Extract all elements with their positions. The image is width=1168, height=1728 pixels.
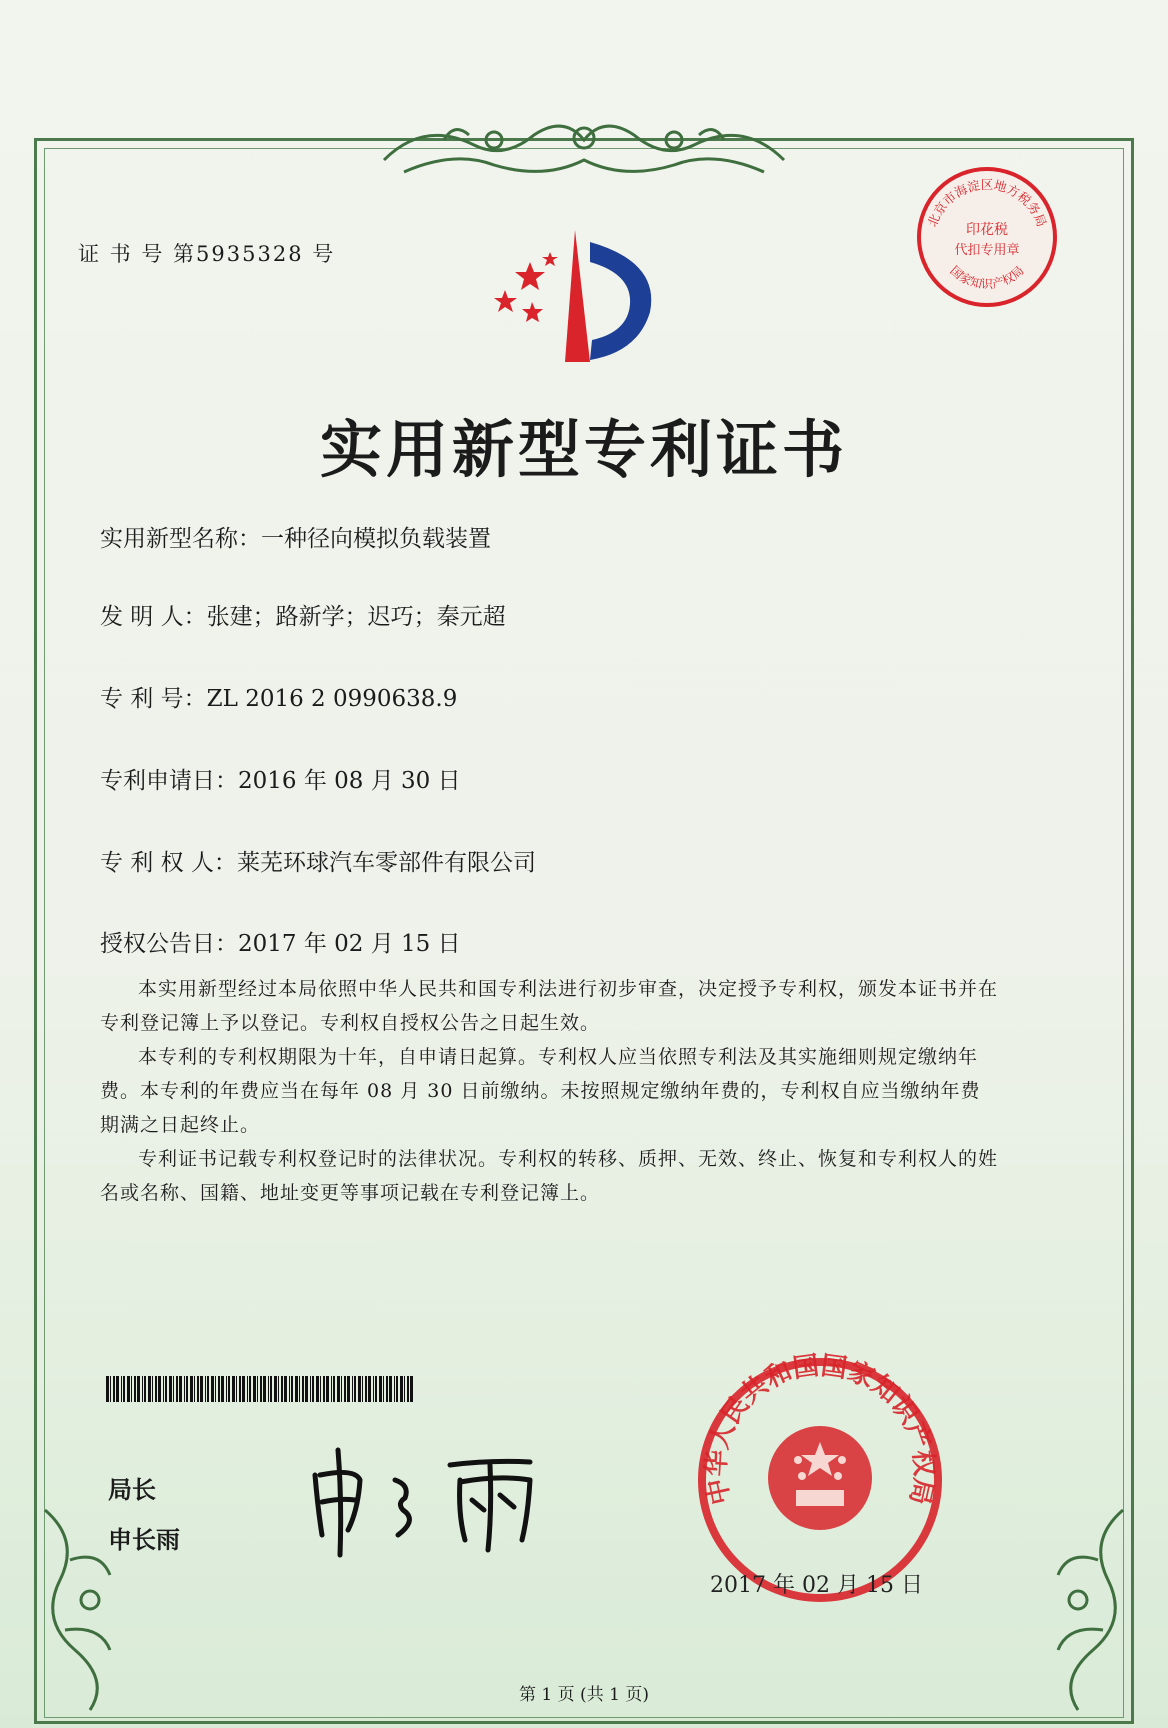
barcode-bar xyxy=(396,1376,398,1402)
barcode-bar xyxy=(379,1376,382,1402)
statement-paragraph-2: 本专利的专利权期限为十年，自申请日起算。专利权人应当依照专利法及其实施细则规定缴纳年费。本专利的年费应当在每年 08 月 30 日前缴纳。未按照规定缴纳年费的，专利权自应当缴纳年费期满之日起终止。 xyxy=(100,1046,981,1136)
barcode-bar xyxy=(310,1376,311,1402)
barcode-bar xyxy=(121,1376,122,1402)
barcode-bar xyxy=(373,1376,374,1402)
barcode-bar xyxy=(312,1376,314,1402)
barcode-bar xyxy=(326,1376,329,1402)
barcode-bar xyxy=(242,1376,245,1402)
patentee-value: 莱芜环球汽车零部件有限公司 xyxy=(236,850,536,876)
barcode-bar xyxy=(295,1376,298,1402)
barcode-bar xyxy=(337,1376,340,1402)
barcode-bar xyxy=(176,1376,178,1402)
barcode-bar xyxy=(232,1376,235,1402)
utility-model-name-label: 实用新型名称： xyxy=(100,526,261,552)
barcode-bar xyxy=(331,1376,332,1402)
grant-date-value: 2017 年 02 月 15 日 xyxy=(238,931,461,957)
barcode-bar xyxy=(131,1376,132,1402)
barcode-bar xyxy=(127,1376,130,1402)
barcode-bar xyxy=(383,1376,384,1402)
barcode-bar xyxy=(142,1376,143,1402)
barcode-bar xyxy=(368,1376,371,1402)
director-title: 局长 xyxy=(108,1476,156,1504)
barcode-bar xyxy=(155,1376,157,1402)
barcode-bar xyxy=(291,1376,293,1402)
barcode-bar xyxy=(215,1376,216,1402)
inventor-field xyxy=(100,598,506,631)
tax-stamp-line1: 印花税 xyxy=(966,222,1008,238)
barcode-bar xyxy=(148,1376,151,1402)
barcode-bar xyxy=(173,1376,174,1402)
barcode-bar xyxy=(260,1376,262,1402)
filing-date-label: 专利申请日： xyxy=(100,768,238,794)
barcode-bar xyxy=(253,1376,256,1402)
barcode-bar xyxy=(274,1376,277,1402)
barcode-bar xyxy=(186,1376,188,1402)
tax-stamp xyxy=(912,162,1062,312)
barcode-bar xyxy=(236,1376,237,1402)
barcode-bar xyxy=(197,1376,199,1402)
barcode-bar xyxy=(400,1376,403,1402)
page-number: 第 1 页 (共 1 页) xyxy=(519,1685,649,1705)
barcode-bar xyxy=(194,1376,195,1402)
inventor-value: 张建；路新学；迟巧；秦元超 xyxy=(206,604,506,630)
barcode-bar xyxy=(320,1376,321,1402)
barcode-bar xyxy=(200,1376,203,1402)
seal-issuer-text: 中华人民共和国国家知识产权局 xyxy=(701,1350,939,1508)
barcode-bar xyxy=(270,1376,272,1402)
barcode-bar xyxy=(352,1376,353,1402)
barcode-bar xyxy=(165,1376,167,1402)
barcode-bar xyxy=(347,1376,350,1402)
seal-date: 2017 年 02 月 15 日 xyxy=(710,1573,923,1598)
barcode-bar xyxy=(179,1376,182,1402)
barcode-bar xyxy=(323,1376,325,1402)
barcode-bar xyxy=(158,1376,161,1402)
patent-number-field xyxy=(100,680,457,713)
legal-statement xyxy=(100,972,1000,1210)
barcode-bar xyxy=(123,1376,125,1402)
tax-stamp-bottom: 国家知识产权局 xyxy=(947,263,1027,292)
barcode-bar xyxy=(358,1376,361,1402)
top-ornament xyxy=(364,100,804,190)
barcode-bar xyxy=(316,1376,319,1402)
barcode-bar xyxy=(190,1376,193,1402)
patent-number-label: 专 利 号： xyxy=(100,686,207,712)
barcode-bar xyxy=(289,1376,290,1402)
barcode-bar xyxy=(110,1376,111,1402)
barcode-bar xyxy=(226,1376,227,1402)
patent-office-logo xyxy=(470,222,670,372)
barcode-bar xyxy=(169,1376,172,1402)
barcode-bar xyxy=(284,1376,287,1402)
barcode-bar xyxy=(152,1376,153,1402)
barcode-bar xyxy=(341,1376,342,1402)
barcode-bar xyxy=(407,1376,409,1402)
statement-paragraph-3: 专利证书记载专利权登记时的法律状况。专利权的转移、质押、无效、终止、恢复和专利权人的姓名或名称、国籍、地址变更等事项记载在专利登记簿上。 xyxy=(100,1148,999,1204)
barcode-bar xyxy=(394,1376,395,1402)
director-name: 申长雨 xyxy=(108,1526,180,1554)
barcode-bar xyxy=(299,1376,300,1402)
barcode-bar xyxy=(333,1376,335,1402)
patentee-field xyxy=(100,844,536,877)
barcode-bar xyxy=(268,1376,269,1402)
barcode-bar xyxy=(113,1376,115,1402)
tax-stamp-org: 北京市海淀区地方税务局 xyxy=(924,177,1050,229)
filing-date-value: 2016 年 08 月 30 日 xyxy=(238,768,461,794)
tax-stamp-line2: 代扣专用章 xyxy=(954,243,1020,258)
patent-number-value: ZL 2016 2 0990638.9 xyxy=(206,686,458,712)
barcode-bar xyxy=(404,1376,405,1402)
barcode-bar xyxy=(365,1376,367,1402)
barcode-bar xyxy=(228,1376,230,1402)
statement-paragraph-1: 本实用新型经过本局依照中华人民共和国专利法进行初步审查，决定授予专利权，颁发本证书并在专利登记簿上予以登记。专利权自授权公告之日起生效。 xyxy=(100,978,999,1034)
barcode-bar xyxy=(116,1376,119,1402)
barcode xyxy=(106,1376,416,1402)
certificate-number: 证 书 号 第5935328 号 xyxy=(78,242,336,266)
filing-date-field xyxy=(100,762,461,795)
barcode-bar xyxy=(144,1376,146,1402)
barcode-bar xyxy=(247,1376,248,1402)
barcode-bar xyxy=(386,1376,388,1402)
barcode-bar xyxy=(302,1376,304,1402)
barcode-bar xyxy=(362,1376,363,1402)
grant-date-field xyxy=(100,925,461,958)
barcode-bar xyxy=(249,1376,251,1402)
barcode-bar xyxy=(263,1376,266,1402)
barcode-bar xyxy=(163,1376,164,1402)
barcode-bar xyxy=(106,1376,109,1402)
barcode-bar xyxy=(389,1376,392,1402)
barcode-bar xyxy=(184,1376,185,1402)
utility-model-name-value: 一种径向模拟负载装置 xyxy=(261,526,491,552)
barcode-bar xyxy=(344,1376,346,1402)
barcode-bar xyxy=(221,1376,224,1402)
grant-date-label: 授权公告日： xyxy=(100,931,238,957)
patentee-label: 专 利 权 人： xyxy=(100,850,237,876)
barcode-bar xyxy=(207,1376,209,1402)
barcode-bar xyxy=(211,1376,214,1402)
barcode-bar xyxy=(354,1376,356,1402)
barcode-bar xyxy=(375,1376,377,1402)
barcode-bar xyxy=(305,1376,308,1402)
handwritten-signature xyxy=(300,1440,560,1560)
barcode-bar xyxy=(278,1376,279,1402)
certificate-title: 实用新型专利证书 xyxy=(319,413,848,486)
utility-model-name-field xyxy=(100,520,491,553)
barcode-bar xyxy=(134,1376,136,1402)
barcode-bar xyxy=(205,1376,206,1402)
barcode-bar xyxy=(410,1376,413,1402)
barcode-bar xyxy=(257,1376,258,1402)
barcode-bar xyxy=(281,1376,283,1402)
inventor-label: 发 明 人： xyxy=(100,604,207,630)
barcode-bar xyxy=(218,1376,220,1402)
barcode-bar xyxy=(239,1376,241,1402)
barcode-bar xyxy=(137,1376,140,1402)
